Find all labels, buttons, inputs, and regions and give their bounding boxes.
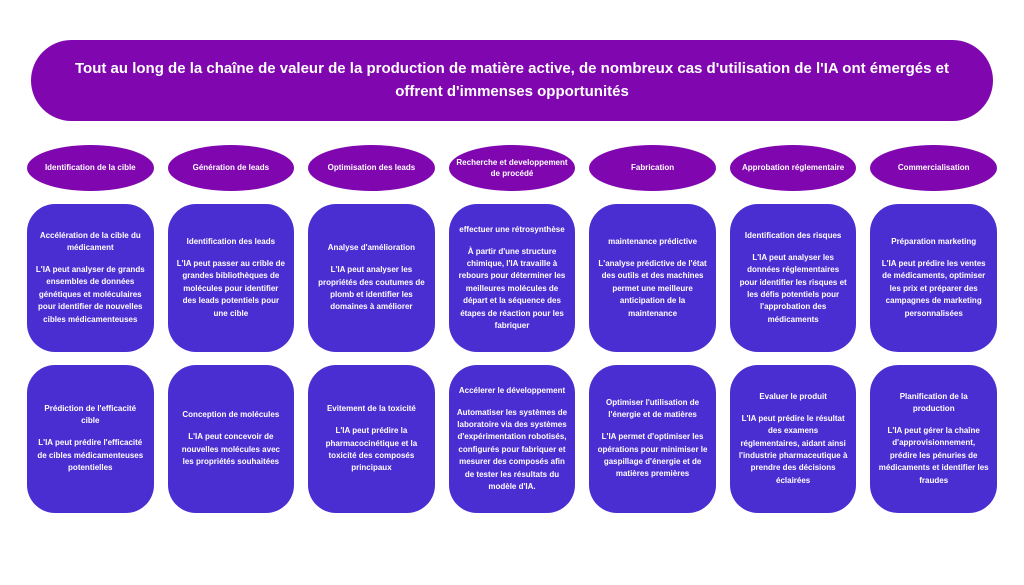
card-title: Evitement de la toxicité <box>326 404 416 414</box>
card-title: Préparation marketing <box>891 237 977 247</box>
card-title: Accélerer le développement <box>458 385 566 395</box>
use-case-card <box>168 365 295 513</box>
header-pill-recherche-procede: Recherche et developpement de procédé <box>449 145 576 191</box>
use-case-card <box>27 204 154 352</box>
value-chain-board <box>27 145 997 513</box>
card-title: Optimiser l'utilisation de l'énergie et de matières <box>606 398 700 420</box>
card-body: L'IA peut analyser les données réglementaires pour identifier les risques et les défis potentiels pour l'approbation des médicaments <box>739 252 847 324</box>
use-case-card <box>449 204 576 352</box>
card-body: L'IA peut concevoir de nouvelles molécules avec les propriétés souhaitées <box>181 432 280 467</box>
use-case-card <box>730 204 857 352</box>
header-pill-fabrication: Fabrication <box>589 145 716 191</box>
card-body: L'analyse prédictive de l'état des outils et des machines permet une meilleure anticipation de la maintenance <box>598 259 707 318</box>
banner-title: Tout au long de la chaîne de valeur de la production de matière active, de nombreux cas d'utilisation de l'IA ont émergés et offrent d'immenses opportunités <box>75 60 949 100</box>
card-title: Evaluer le produit <box>759 391 827 401</box>
header-pill-approbation-reglementaire: Approbation réglementaire <box>730 145 857 191</box>
use-case-card <box>730 365 857 513</box>
card-title: Analyse d'amélioration <box>327 243 416 253</box>
card-body: L'IA peut gérer la chaîne d'approvisionnement, prédire les pénuries de médicaments et identifier les fraudes <box>878 426 989 485</box>
header-pill-identification-cible: Identification de la cible <box>27 145 154 191</box>
card-body: L'IA peut prédire l'efficacité de cibles médicamenteuses potentielles <box>37 438 144 473</box>
header-pill-commercialisation: Commercialisation <box>870 145 997 191</box>
use-case-card <box>449 365 576 513</box>
card-body: L'IA peut passer au crible de grandes bibliothèques de molécules pour identifier des leads potentiels pour une cible <box>176 259 285 318</box>
card-title: Conception de molécules <box>182 410 280 420</box>
card-title: maintenance prédictive <box>608 237 698 247</box>
card-title: effectuer une rétrosynthèse <box>459 224 565 234</box>
use-case-card <box>27 365 154 513</box>
card-title: Identification des leads <box>186 237 276 247</box>
card-title: Prédiction de l'efficacité cible <box>44 404 137 426</box>
card-body: L'IA peut prédire la pharmacocinétique et la toxicité des composés principaux <box>325 426 418 473</box>
card-title: Planification de la production <box>899 392 968 414</box>
use-case-card <box>589 365 716 513</box>
header-pill-generation-leads: Génération de leads <box>168 145 295 191</box>
use-case-card <box>870 204 997 352</box>
card-body: À partir d'une structure chimique, l'IA travaille à rebours pour déterminer les meilleures molécules de départ et la séquence des étapes de réaction pour les fabriquer <box>458 246 566 330</box>
ai-value-chain-infographic <box>0 40 1024 585</box>
use-case-card <box>308 365 435 513</box>
use-case-card <box>589 204 716 352</box>
card-title: Identification des risques <box>744 230 842 240</box>
use-case-card <box>870 365 997 513</box>
card-body: Automatiser les systèmes de laboratoire via des systèmes d'expérimentation robotisés, configurés pour fabriquer et mesurer des composés afin de tester les résultats du modèle d'IA. <box>456 407 568 491</box>
card-body: L'IA permet d'optimiser les opérations pour minimiser le gaspillage d'énergie et de matières premières <box>597 432 708 479</box>
use-case-card <box>168 204 295 352</box>
use-case-card <box>308 204 435 352</box>
header-pill-optimisation-leads: Optimisation des leads <box>308 145 435 191</box>
card-body: L'IA peut analyser les propriétés des coutumes de plomb et identifier les domaines à améliorer <box>318 265 425 312</box>
card-body: L'IA peut prédire les ventes de médicaments, optimiser les prix et préparer des campagnes de marketing personnalisées <box>881 259 986 318</box>
banner <box>31 40 993 121</box>
card-body: L'IA peut prédire le résultat des examens réglementaires, aidant ainsi l'industrie pharmaceutique à prendre des décisions éclairées <box>738 413 848 485</box>
card-title: Accélération de la cible du médicament <box>39 231 141 253</box>
card-body: L'IA peut analyser de grands ensembles de données génétiques et moléculaires pour identifier de nouvelles cibles médicamenteuses <box>35 265 145 324</box>
